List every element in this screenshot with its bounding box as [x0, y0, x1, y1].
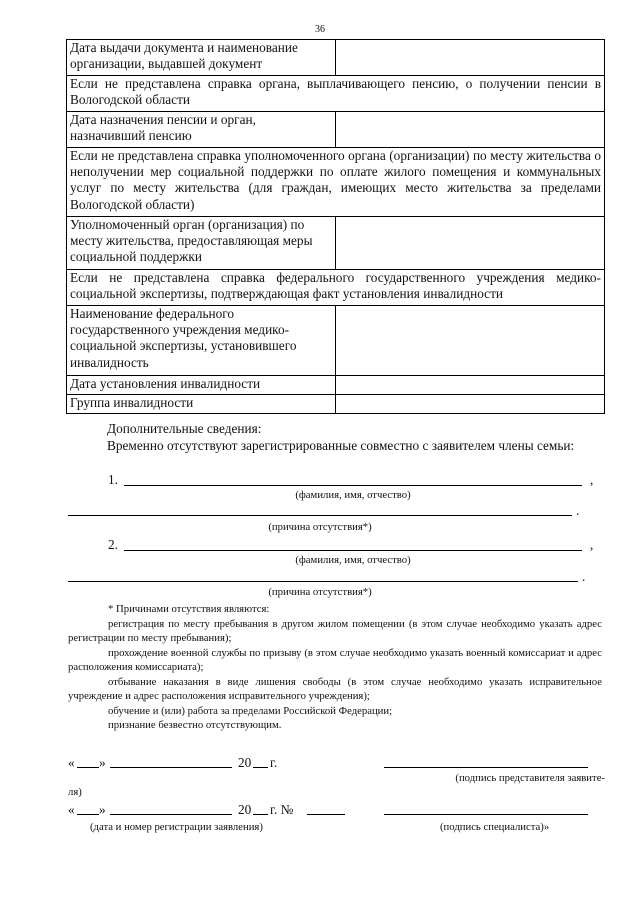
- item-2-number: 2.: [108, 537, 118, 552]
- date2-year-prefix: 20: [238, 802, 252, 817]
- item-1-reason-caption: (причина отсутствия*): [268, 521, 372, 533]
- authorized-body-label: Уполномоченный орган (организация) по месту жительства, предоставляющая меры социальной поддержки: [67, 217, 336, 270]
- rep-caption-line1: (подпись представителя заявите-: [455, 772, 605, 784]
- disability-group-field[interactable]: [336, 395, 605, 414]
- section-disability-note: Если не представлена справка федерального государственного учреждения медико-социальной экспертизы, подтверждающая факт установления инвалидности: [67, 270, 605, 306]
- item-2-fio-caption: (фамилия, имя, отчество): [295, 554, 411, 566]
- date1-month-line[interactable]: [110, 767, 232, 768]
- note-abroad: обучение и (или) работа за пределами Российской Федерации;: [108, 704, 393, 717]
- page-number: 36: [315, 24, 325, 35]
- date1-year-suffix: г.: [270, 755, 278, 770]
- section-social-support-note: Если не представлена справка уполномоченного органа (организации) по месту жительства о неполучении мер социальной поддержки по оплате жилого помещения и коммунальных услуг по месту жительства (для граждан, имеющих место жительства за пределами Вологодской области): [67, 148, 605, 217]
- item-1-fio-line[interactable]: [124, 485, 582, 486]
- date1-year-line[interactable]: [253, 767, 268, 768]
- registration-number-line[interactable]: [307, 814, 345, 815]
- absence-reasons-notes: [68, 602, 602, 733]
- note-missing: признание безвестно отсутствующим.: [108, 719, 282, 731]
- date2-quote-open: «: [68, 802, 75, 817]
- date2-year-suffix-number: г. №: [270, 802, 294, 817]
- item-2-period: .: [582, 569, 586, 584]
- date1-day-line[interactable]: [77, 767, 99, 768]
- specialist-caption: (подпись специалиста)»: [440, 821, 550, 833]
- disability-group-label: Группа инвалидности: [67, 395, 336, 414]
- item-2-comma: ,: [590, 537, 594, 552]
- mse-institution-label: Наименование федерального государственного учреждения медико-социальной экспертизы, установившего инвалидность: [67, 306, 336, 376]
- pension-date-field[interactable]: [336, 112, 605, 148]
- item-2-reason-line[interactable]: [68, 581, 578, 582]
- issue-date-field[interactable]: [336, 40, 605, 76]
- registration-caption: (дата и номер регистрации заявления): [90, 821, 263, 833]
- date2-year-line[interactable]: [253, 814, 268, 815]
- mse-institution-field[interactable]: [336, 306, 605, 376]
- issue-date-label: Дата выдачи документа и наименование организации, выдавшей документ: [67, 40, 336, 76]
- date1-year-prefix: 20: [238, 755, 252, 770]
- note-imprisonment: отбывание наказания в виде лишения свободы (в этом случае необходимо указать исправительное учреждение и адрес расположения исправительного учреждения);: [68, 675, 602, 702]
- pension-date-label: Дата назначения пенсии и орган, назначивший пенсию: [67, 112, 336, 148]
- item-1-period: .: [576, 503, 580, 518]
- application-form-table: [66, 39, 605, 414]
- item-1-fio-caption: (фамилия, имя, отчество): [295, 489, 411, 501]
- date2-month-line[interactable]: [110, 814, 232, 815]
- section-pension-note: Если не представлена справка органа, выплачивающего пенсию, о получении пенсии в Вологодской области: [67, 76, 605, 112]
- item-2-fio-line[interactable]: [124, 550, 582, 551]
- notes-title: * Причинами отсутствия являются:: [108, 603, 270, 615]
- item-2-reason-caption: (причина отсутствия*): [268, 586, 372, 598]
- item-1-reason-line[interactable]: [68, 515, 572, 516]
- representative-signature-line[interactable]: [384, 767, 588, 768]
- date1-quote-open: «: [68, 755, 75, 770]
- disability-date-label: Дата установления инвалидности: [67, 376, 336, 395]
- date2-day-line[interactable]: [77, 814, 99, 815]
- absent-members-intro: Временно отсутствуют зарегистрированные совместно с заявителем члены семьи:: [107, 438, 575, 453]
- rep-caption-line2: ля): [68, 786, 82, 798]
- disability-date-field[interactable]: [336, 376, 605, 395]
- date1-quote-close: »: [99, 755, 106, 770]
- date2-quote-close: »: [99, 802, 106, 817]
- authorized-body-field[interactable]: [336, 217, 605, 270]
- specialist-signature-line[interactable]: [384, 814, 588, 815]
- additional-heading: Дополнительные сведения:: [107, 421, 262, 436]
- item-1-number: 1.: [108, 472, 118, 487]
- note-military: прохождение военной службы по призыву (в этом случае необходимо указать военный комиссариат и адрес расположения комиссариата);: [68, 646, 602, 673]
- note-registration: регистрация по месту пребывания в другом жилом помещении (в этом случае необходимо указать адрес регистрации по месту пребывания);: [68, 617, 602, 644]
- item-1-comma: ,: [590, 472, 594, 487]
